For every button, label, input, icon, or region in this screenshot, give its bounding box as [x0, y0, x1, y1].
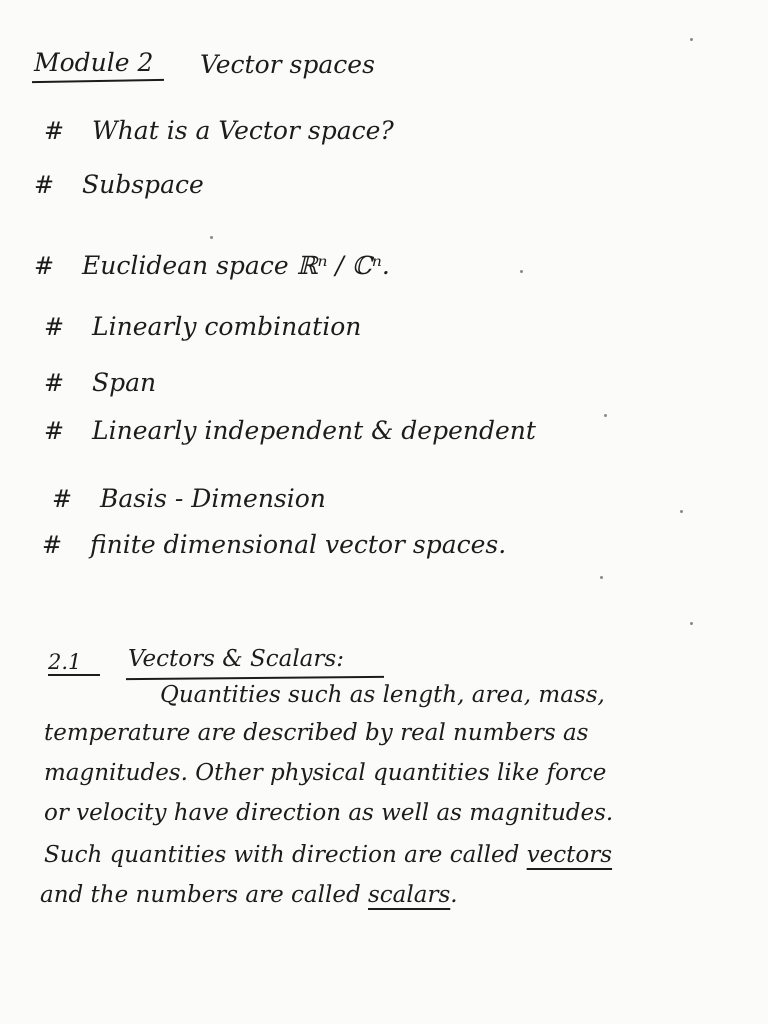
hash-bullet: # — [42, 531, 63, 559]
topic-item — [44, 116, 394, 145]
topic-item-label: Linearly combination — [92, 312, 362, 341]
paragraph-line: Quantities such as length, area, mass, — [160, 682, 605, 708]
topic-item-label: What is a Vector space? — [92, 116, 394, 145]
paragraph-text: and the numbers are called — [40, 882, 361, 908]
paper-speck — [600, 576, 603, 579]
hash-bullet: # — [44, 313, 65, 341]
topic-item-label: Linearly independent & dependent — [92, 416, 536, 445]
topic-item — [44, 368, 156, 397]
hash-bullet: # — [34, 171, 55, 199]
paragraph-text: Such quantities with direction are called — [44, 842, 520, 868]
section-number-underline — [48, 674, 100, 676]
end-mark: . — [450, 882, 458, 908]
topic-item — [52, 484, 326, 513]
paragraph-line: magnitudes. Other physical quantities like force — [44, 760, 607, 786]
topic-item-label: Span — [92, 368, 157, 397]
section-title: Vectors & Scalars: — [128, 646, 344, 672]
topic-item — [34, 251, 390, 280]
paragraph-line — [44, 842, 612, 868]
paper-speck — [690, 622, 693, 625]
paragraph-line — [40, 882, 458, 908]
section-title-underline — [126, 676, 384, 680]
page-title: Vector spaces — [200, 50, 375, 79]
module-label-underline — [32, 79, 164, 83]
hash-bullet: # — [44, 369, 65, 397]
topic-item — [44, 312, 361, 341]
term-vectors: vectors — [526, 842, 613, 868]
topic-item-label: Subspace — [82, 170, 204, 199]
hash-bullet: # — [44, 417, 65, 445]
section-number: 2.1 — [48, 650, 82, 674]
topic-item-label: Euclidean space ℝⁿ / ℂⁿ. — [82, 251, 390, 280]
topic-item-label: finite dimensional vector spaces. — [90, 530, 507, 559]
term-scalars: scalars — [368, 882, 451, 908]
hash-bullet: # — [44, 117, 65, 145]
hash-bullet: # — [52, 485, 73, 513]
topic-item-label: Basis - Dimension — [100, 484, 326, 513]
paper-speck — [210, 236, 213, 239]
paper-speck — [520, 270, 523, 273]
paper-speck — [690, 38, 693, 41]
topic-item — [34, 170, 204, 199]
module-label: Module 2 — [34, 48, 154, 77]
paragraph-line: temperature are described by real numbers as — [44, 720, 589, 746]
topic-item — [42, 530, 506, 559]
paper-speck — [680, 510, 683, 513]
paper-speck — [604, 414, 607, 417]
topic-item — [44, 416, 536, 445]
hash-bullet: # — [34, 252, 55, 280]
paragraph-line: or velocity have direction as well as magnitudes. — [44, 800, 614, 826]
